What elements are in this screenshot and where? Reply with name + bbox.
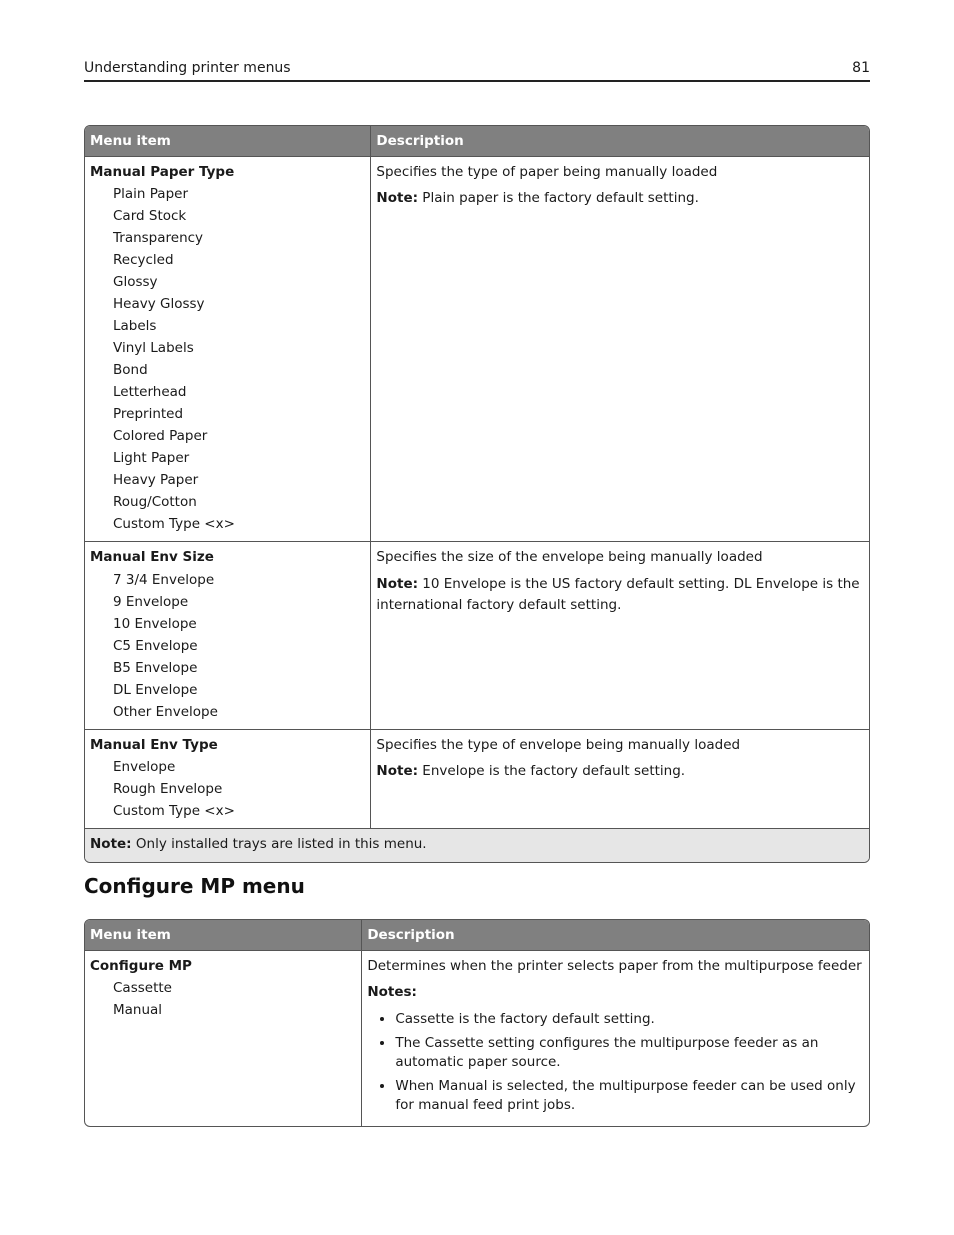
option: Rough Envelope (113, 781, 223, 798)
option: Cassette (113, 980, 172, 997)
table-row (85, 950, 869, 1126)
table-row (85, 156, 869, 542)
note (376, 761, 864, 783)
option: Heavy Paper (113, 472, 199, 489)
note-label: Note: (90, 836, 132, 853)
section-heading: Configure MP menu (84, 874, 305, 898)
list-item: • The Cassette setting configures the multipurpose feeder as an automatic paper source. (395, 1034, 864, 1072)
page-number: 81 (852, 60, 870, 76)
note-text: 10 Envelope is the US factory default setting. DL Envelope is the international factory default setting. (376, 575, 860, 614)
note-label: Note: (376, 575, 419, 592)
running-title: Understanding printer menus (84, 60, 291, 76)
menu-item-cell (85, 729, 370, 829)
option: Roug/Cotton (113, 494, 197, 511)
note-text: Envelope is the factory default setting. (418, 763, 686, 780)
note-text: Plain paper is the factory default setting. (418, 190, 699, 207)
note-label: Note: (376, 190, 419, 207)
notes-label: Notes: (367, 984, 417, 1001)
note (376, 188, 864, 210)
menu-item-cell (85, 156, 370, 542)
option: Transparency (113, 230, 204, 247)
table-footer-note-row (85, 828, 869, 862)
option: DL Envelope (113, 681, 198, 698)
description-text: Specifies the size of the envelope being manually loaded (376, 549, 763, 566)
menu-item-title: Configure MP (90, 957, 192, 974)
note-label: Note: (376, 763, 419, 780)
option: Bond (113, 362, 148, 379)
option: Card Stock (113, 208, 187, 225)
option-list (90, 977, 356, 1021)
option: C5 Envelope (113, 637, 198, 654)
option: Letterhead (113, 384, 187, 401)
option: Vinyl Labels (113, 340, 194, 357)
option: Recycled (113, 252, 174, 269)
menu-item-title: Manual Env Type (90, 736, 218, 753)
option-list (90, 756, 365, 822)
option: 10 Envelope (113, 615, 197, 632)
description-text: Specifies the type of envelope being manually loaded (376, 736, 741, 753)
table-row (85, 729, 869, 829)
option: Custom Type <x> (113, 516, 235, 533)
page-header (84, 58, 870, 82)
column-header-menu-item: Menu item (85, 126, 370, 156)
option: Custom Type <x> (113, 803, 235, 820)
column-header-description: Description (361, 920, 869, 950)
menu-item-title: Manual Paper Type (90, 163, 235, 180)
option: Preprinted (113, 406, 184, 423)
description-text: Determines when the printer selects paper from the multipurpose feeder (367, 957, 862, 974)
option-list (90, 569, 365, 723)
option: Envelope (113, 759, 176, 776)
footer-note-cell (85, 828, 869, 862)
column-header-menu-item: Menu item (85, 920, 361, 950)
option: Plain Paper (113, 186, 188, 203)
option: Other Envelope (113, 703, 218, 720)
menu-item-cell (85, 950, 361, 1126)
option: B5 Envelope (113, 659, 198, 676)
description-cell (370, 156, 869, 542)
column-header-description: Description (370, 126, 869, 156)
option: Manual (113, 1002, 163, 1019)
description-cell (370, 541, 869, 729)
paper-menu-table (84, 125, 870, 863)
menu-item-title: Manual Env Size (90, 549, 214, 566)
option: 9 Envelope (113, 593, 189, 610)
option: Heavy Glossy (113, 296, 205, 313)
option-list (90, 183, 365, 535)
note (376, 574, 864, 617)
option: Colored Paper (113, 428, 208, 445)
configure-mp-table (84, 919, 870, 1127)
notes-list (367, 1010, 864, 1115)
list-item: • Cassette is the factory default setting. (395, 1010, 864, 1029)
option: Glossy (113, 274, 158, 291)
note-text: Only installed trays are listed in this menu. (131, 836, 427, 853)
description-text: Specifies the type of paper being manually loaded (376, 163, 718, 180)
menu-item-cell (85, 541, 370, 729)
table-row (85, 541, 869, 729)
option: Labels (113, 318, 157, 335)
description-cell (370, 729, 869, 829)
option: 7 3/4 Envelope (113, 571, 215, 588)
description-cell (361, 950, 869, 1126)
option: Light Paper (113, 450, 190, 467)
list-item: • When Manual is selected, the multipurpose feeder can be used only for manual feed print jobs. (395, 1077, 864, 1115)
